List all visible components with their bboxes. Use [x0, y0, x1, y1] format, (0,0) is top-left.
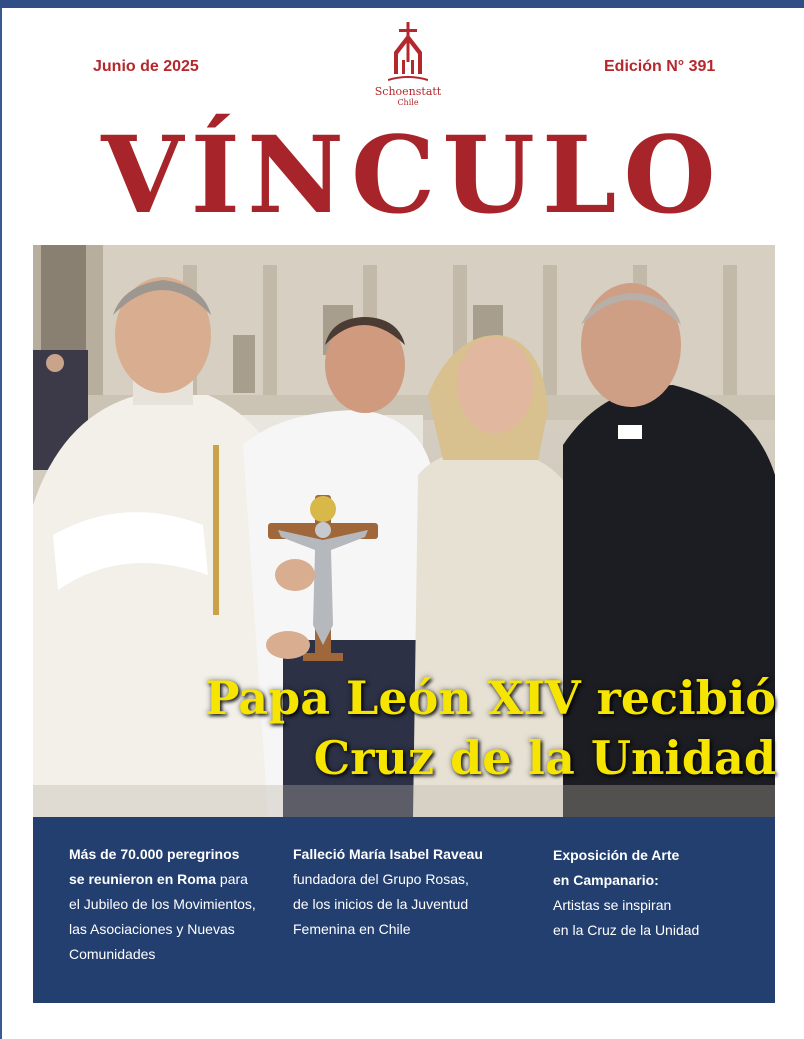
story-text: para: [216, 871, 248, 887]
story-line: Artistas se inspiran: [553, 897, 672, 913]
magazine-title: VÍNCULO: [101, 112, 723, 237]
story-raveau[interactable]: [293, 842, 523, 942]
headline-line-1: Papa León XIV recibió: [204, 671, 776, 725]
story-title: Falleció María Isabel Raveau: [293, 846, 483, 862]
logo-text: Schoenstatt: [374, 85, 442, 98]
headline-line-2: Cruz de la Unidad: [313, 731, 776, 785]
cover-headline: [205, 668, 776, 788]
story-line: en la Cruz de la Unidad: [553, 922, 700, 938]
story-line: Femenina en Chile: [293, 921, 411, 937]
story-line: de los inicios de la Juventud: [293, 896, 469, 912]
story-title: Más de 70.000 peregrinos: [69, 846, 240, 862]
left-border: [0, 8, 2, 1039]
story-line: el Jubileo de los Movimientos,: [69, 896, 256, 912]
issue-date: Junio de 2025: [93, 58, 199, 75]
issue-edition: Edición N° 391: [604, 58, 716, 75]
story-peregrinos[interactable]: [69, 842, 279, 967]
stories-panel: [33, 817, 775, 1003]
story-line: las Asociaciones y Nuevas: [69, 921, 235, 937]
story-title-continued: se reunieron en Roma: [69, 871, 217, 887]
story-line: [69, 867, 279, 892]
schoenstatt-logo: [372, 22, 444, 118]
story-line: fundadora del Grupo Rosas,: [293, 871, 469, 887]
story-title-continued: en Campanario:: [553, 872, 659, 888]
top-border: [0, 0, 804, 8]
story-exposicion[interactable]: [553, 843, 753, 943]
story-title: Exposición de Arte: [553, 847, 680, 863]
shrine-cross-icon: [388, 22, 428, 84]
logo-subtext: Chile: [397, 98, 419, 107]
story-line: Comunidades: [69, 946, 156, 962]
